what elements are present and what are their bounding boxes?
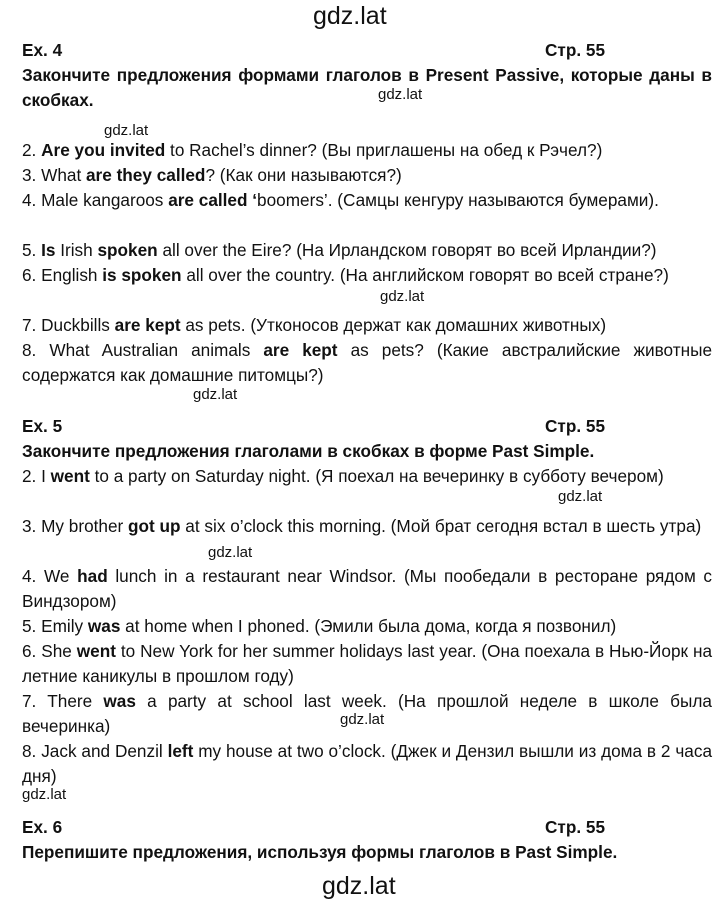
sentence-text: my house at two o’clock. (Джек и Дензил вышли из дома в 2 часа дня) (22, 741, 713, 786)
page-number: Стр. 55 (545, 40, 605, 60)
sentence-text: at home when I phoned. (Эмили была дома, когда я позвонил) (120, 616, 617, 636)
exercise-header (22, 414, 605, 439)
verb-answer: are called ‘ (168, 190, 258, 210)
sentence-text: English (41, 265, 103, 285)
answer-item (22, 464, 712, 489)
exercise-number: Ex. 4 (22, 40, 63, 60)
verb-answer: was (103, 691, 136, 711)
answer-item (22, 163, 712, 188)
sentence-text: to a party on Saturday night. (Я поехал на вечеринку в субботу вечером) (89, 466, 664, 486)
exercise-number: Ex. 6 (22, 817, 63, 837)
verb-answer: got up (128, 516, 181, 536)
sentence-text: as pets? (Какие австралийские животные содержатся как домашние питомцы?) (22, 340, 713, 385)
answer-item (22, 639, 712, 689)
exercise-header (22, 38, 605, 63)
sentence-text: ? (Как они называются?) (205, 165, 402, 185)
sentence-text: a party at school last week. (На прошлой неделе в школе была вечеринка) (22, 691, 712, 736)
item-number: 5. (22, 616, 42, 636)
watermark: gdz.lat (340, 711, 385, 728)
sentence-text: Male kangaroos (41, 190, 169, 210)
sentence-text: What Australian animals (49, 340, 264, 360)
answer-item (22, 514, 712, 539)
verb-answer: Is (41, 240, 56, 260)
verb-answer: was (87, 616, 121, 636)
answer-item (22, 564, 712, 614)
answer-item (22, 188, 712, 213)
answer-item (22, 338, 712, 388)
watermark: gdz.lat (104, 122, 149, 139)
watermark: gdz.lat (208, 544, 253, 561)
item-number: 3. (22, 516, 42, 536)
sentence-text: all over the country. (На английском говорят во всей стране?) (181, 265, 669, 285)
answer-item (22, 263, 712, 288)
watermark-top: gdz.lat (313, 2, 387, 30)
item-number: 6. (22, 265, 42, 285)
sentence-text: We (44, 566, 78, 586)
answer-item (22, 313, 712, 338)
item-number: 2. (22, 140, 42, 160)
verb-answer: are kept (263, 340, 338, 360)
sentence-text: I (41, 466, 51, 486)
verb-answer: Are you invited (41, 140, 166, 160)
sentence-text: to New York for her summer holidays last year. (Она поехала в Нью-Йорк на летние каникулы в прошлом году) (22, 641, 713, 686)
verb-answer: left (167, 741, 194, 761)
answer-item (22, 689, 712, 739)
sentence-text: as pets. (Утконосов держат как домашних животных) (180, 315, 607, 335)
item-number: 4. (22, 190, 42, 210)
verb-answer: went (50, 466, 90, 486)
sentence-text: Irish (55, 240, 98, 260)
item-number: 8. (22, 340, 50, 360)
verb-answer: are they called (86, 165, 206, 185)
item-number: 4. (22, 566, 44, 586)
item-number: 2. (22, 466, 42, 486)
sentence-text: What (41, 165, 86, 185)
sentence-text: There (47, 691, 104, 711)
verb-answer: had (77, 566, 108, 586)
answer-item (22, 739, 712, 789)
exercise-header (22, 815, 605, 840)
item-number: 5. (22, 240, 42, 260)
sentence-text: Jack and Denzil (41, 741, 168, 761)
sentence-text: lunch in a restaurant near Windsor. (Мы пообедали в ресторане рядом с Виндзором) (22, 566, 713, 611)
verb-answer: is spoken (102, 265, 182, 285)
verb-answer: spoken (97, 240, 158, 260)
sentence-text: Emily (41, 616, 88, 636)
item-number: 8. (22, 741, 42, 761)
verb-answer: went (76, 641, 116, 661)
watermark: gdz.lat (558, 488, 603, 505)
item-number: 6. (22, 641, 42, 661)
sentence-text: at six o’clock this morning. (Мой брат сегодня встал в шесть утра) (180, 516, 702, 536)
answer-item (22, 238, 712, 263)
sentence-text: Duckbills (41, 315, 115, 335)
sentence-text: She (41, 641, 77, 661)
task-text: Закончите предложения формами глаголов в Present Passive, которые даны в скобках. (22, 65, 712, 110)
exercise-number: Ex. 5 (22, 416, 63, 436)
watermark: gdz.lat (378, 86, 423, 103)
task-text: Перепишите предложения, используя формы глаголов в Past Simple. (22, 842, 618, 862)
page-number: Стр. 55 (545, 817, 605, 837)
page-number: Стр. 55 (545, 416, 605, 436)
task-text: Закончите предложения глаголами в скобках в форме Past Simple. (22, 441, 595, 461)
item-number: 7. (22, 691, 48, 711)
answer-item (22, 138, 712, 163)
watermark: gdz.lat (22, 786, 67, 803)
watermark: gdz.lat (193, 386, 238, 403)
sentence-text: My brother (41, 516, 129, 536)
sentence-text: boomers’. (Самцы кенгуру называются бумерами). (257, 190, 659, 210)
answer-item (22, 614, 712, 639)
sentence-text: to Rachel’s dinner? (Вы приглашены на обед к Рэчел?) (165, 140, 603, 160)
watermark-bottom: gdz.lat (322, 872, 396, 900)
watermark: gdz.lat (380, 288, 425, 305)
sentence-text: all over the Eire? (На Ирландском говорят во всей Ирландии?) (157, 240, 657, 260)
verb-answer: are kept (114, 315, 181, 335)
item-number: 3. (22, 165, 42, 185)
item-number: 7. (22, 315, 42, 335)
